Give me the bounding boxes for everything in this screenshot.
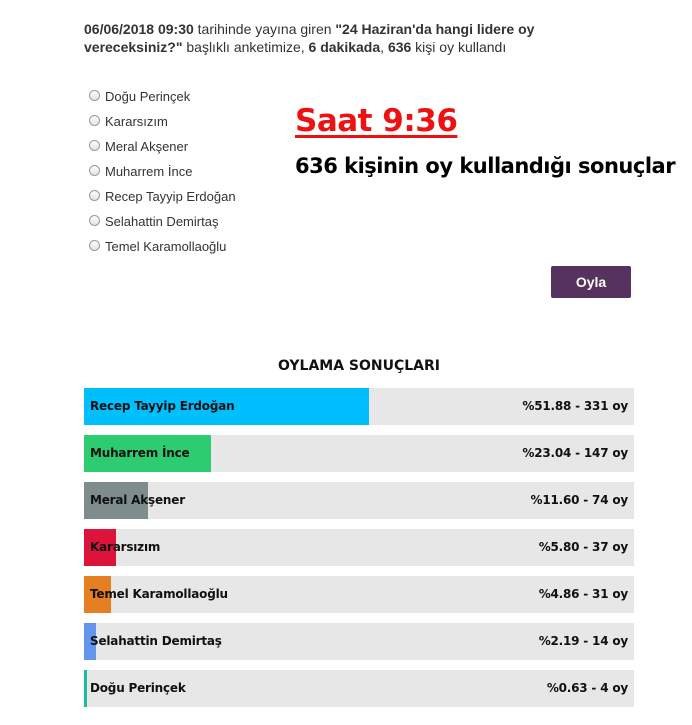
option-dogu-perincek[interactable] [89, 84, 236, 109]
option-recep-tayyip-erdogan[interactable] [89, 184, 236, 209]
radio-button[interactable] [89, 140, 100, 151]
result-stat: %23.04 - 147 oy [522, 446, 628, 460]
result-row [84, 435, 634, 472]
result-row [84, 388, 634, 425]
poll-duration: 6 dakikada [308, 39, 381, 55]
option-selahattin-demirtas[interactable] [89, 209, 236, 234]
result-name: Recep Tayyip Erdoğan [90, 399, 235, 413]
radio-button[interactable] [89, 215, 100, 226]
option-label: Temel Karamollaoğlu [105, 239, 227, 254]
poll-title: "24 Haziran'da hangi lidere oy vereceksiniz?" [84, 21, 535, 55]
poll-text-1: tarihinde yayına giren [193, 21, 336, 37]
result-stat: %5.80 - 37 oy [538, 540, 628, 554]
option-label: Selahattin Demirtaş [105, 214, 219, 229]
radio-button[interactable] [89, 115, 100, 126]
option-kararsizim[interactable] [89, 109, 236, 134]
option-label: Meral Akşener [105, 139, 189, 154]
result-stat: %2.19 - 14 oy [538, 634, 628, 648]
results-list [84, 388, 634, 717]
result-bar [84, 670, 87, 707]
radio-button[interactable] [89, 190, 100, 201]
poll-info [84, 20, 584, 56]
result-name: Meral Akşener [90, 493, 185, 507]
radio-button[interactable] [89, 240, 100, 251]
option-label: Doğu Perinçek [105, 89, 191, 104]
poll-voters: 636 [387, 39, 412, 55]
poll-text-4: kişi oy kullandı [411, 39, 507, 55]
result-stat: %11.60 - 74 oy [530, 493, 628, 507]
poll-text-3: , [380, 39, 388, 55]
results-title: OYLAMA SONUÇLARI [277, 358, 441, 374]
result-row [84, 670, 634, 707]
result-row [84, 482, 634, 519]
result-name: Muharrem İnce [90, 446, 190, 460]
results-subtitle-overlay: 636 kişinin oy kullandığı sonuçlar [295, 154, 676, 178]
option-label: Recep Tayyip Erdoğan [105, 189, 236, 204]
result-stat: %4.86 - 31 oy [538, 587, 628, 601]
result-stat: %0.63 - 4 oy [546, 681, 628, 695]
result-row [84, 529, 634, 566]
option-muharrem-ince[interactable] [89, 159, 236, 184]
result-name: Selahattin Demirtaş [90, 634, 222, 648]
result-row [84, 623, 634, 660]
result-name: Kararsızım [90, 540, 161, 554]
result-name: Temel Karamollaoğlu [90, 587, 228, 601]
option-label: Kararsızım [105, 114, 168, 129]
radio-button[interactable] [89, 165, 100, 176]
vote-button[interactable]: Oyla [551, 266, 631, 298]
option-label: Muharrem İnce [105, 164, 193, 179]
option-meral-aksener[interactable] [89, 134, 236, 159]
poll-date: 06/06/2018 09:30 [84, 21, 194, 37]
result-row [84, 576, 634, 613]
option-temel-karamollaoglu[interactable] [89, 234, 236, 259]
result-stat: %51.88 - 331 oy [522, 399, 628, 413]
poll-text-2: başlıklı anketimize, [182, 39, 309, 55]
radio-button[interactable] [89, 90, 100, 101]
result-name: Doğu Perinçek [90, 681, 186, 695]
poll-options [89, 84, 236, 259]
time-overlay: Saat 9:36 [295, 103, 458, 139]
